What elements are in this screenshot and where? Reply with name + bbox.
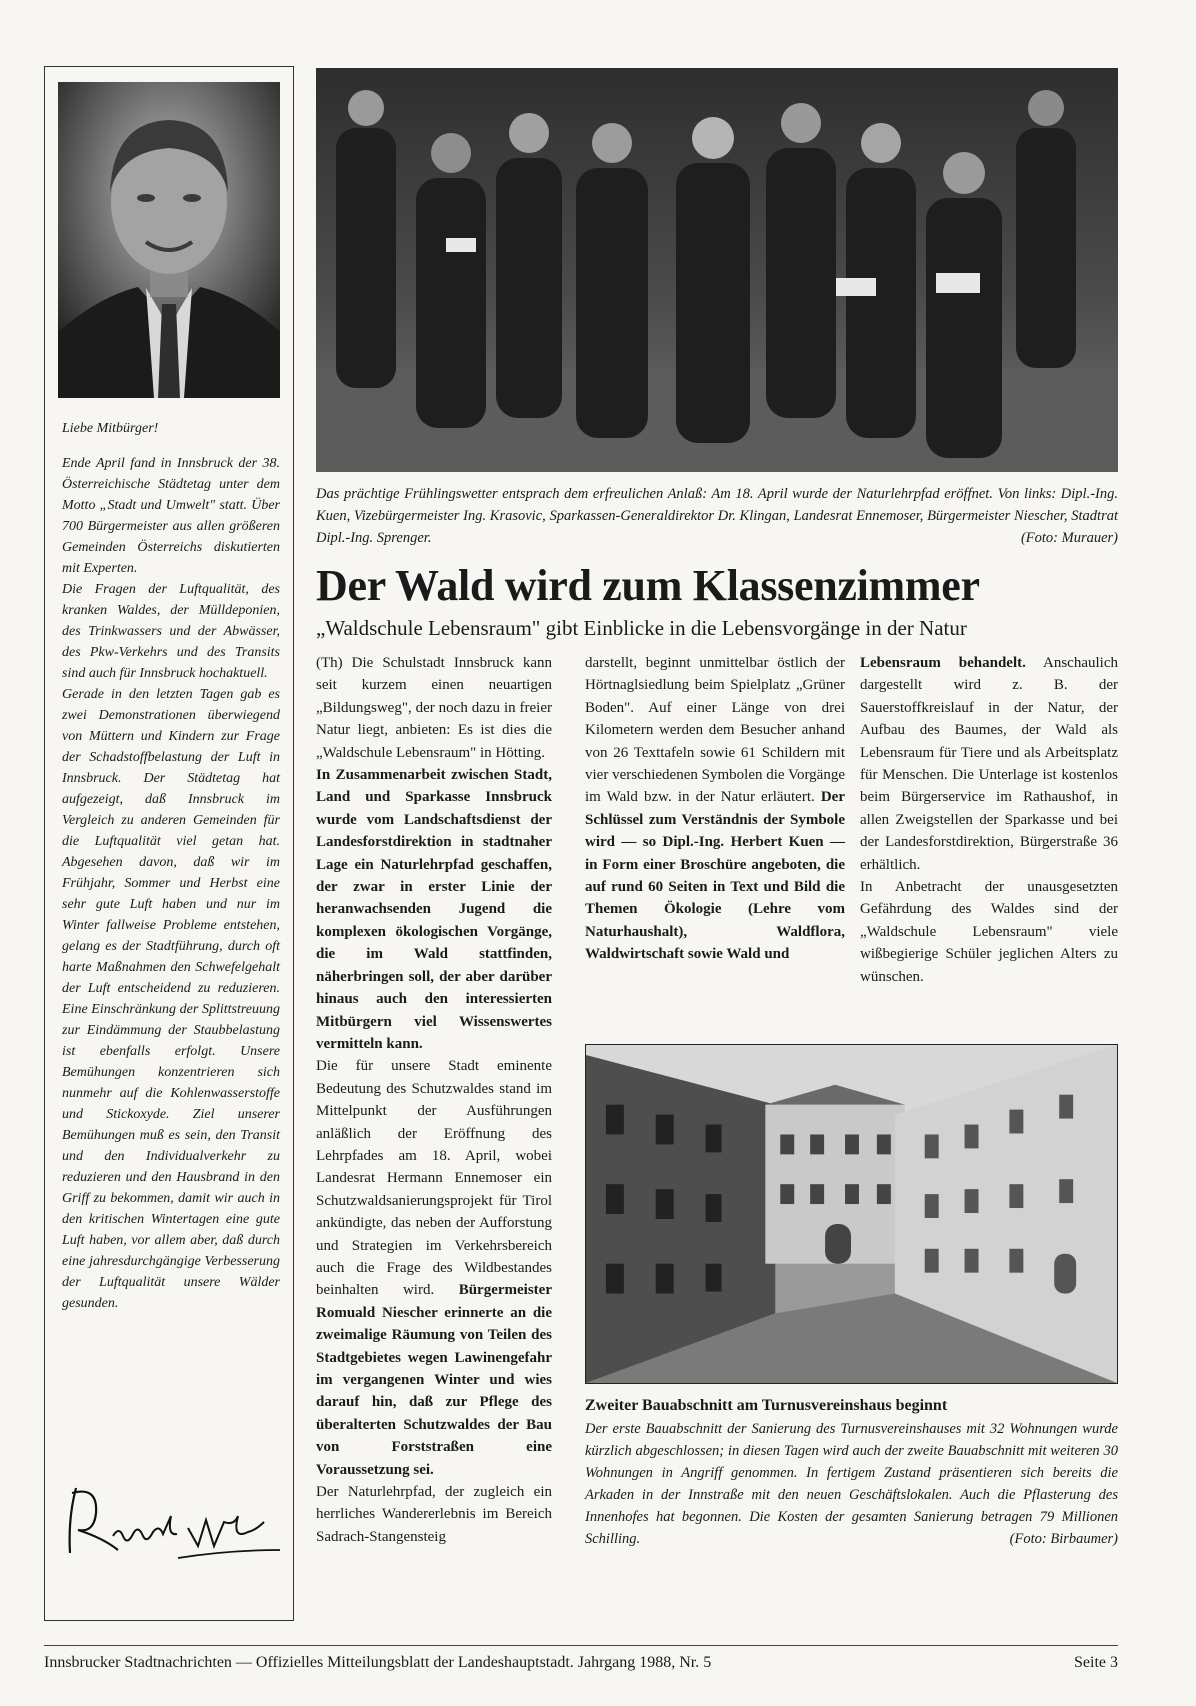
letter-paragraph: Ende April fand in Innsbruck der 38. Österreichische Städtetag unter dem Motto „Stadt und Umwelt" statt. Über 700 Bürgermeister aus allen größeren Gemeinden Österreichs diskutierten mit Experten. <box>62 456 280 576</box>
top-photo-caption <box>316 483 1118 549</box>
page-number: Seite 3 <box>1074 1654 1118 1671</box>
signature <box>58 1458 288 1568</box>
article-paragraph: In Anbetracht der unausgesetzten Gefährdung des Waldes sind der „Waldschule Lebensraum" viele wißbegierige Schüler jeglichen Alters zu wünschen. <box>860 879 1118 985</box>
bottom-photo-credit: (Foto: Birbaumer) <box>1009 1531 1118 1547</box>
courtyard-illustration <box>586 1045 1117 1383</box>
crowd-illustration <box>316 68 1118 472</box>
portrait-illustration <box>58 82 280 398</box>
bottom-photo-caption-text: Der erste Bauabschnitt der Sanierung des Turnusvereinshauses mit 32 Wohnungen wurde kürzlich abgeschlossen; in diesen Tagen wird auch der zweite Bauabschnitt mit weiteren 30 Wohnungen in Angriff genommen. In fertigem Zustand präsentieren sich bereits die Arkaden in der Innstraße mit den neuen Geschäftslokalen. Auch die Pflasterung des Innenhofes hat begonnen. Die Kosten der gesamten Sanierung betragen 79 Millionen Schilling. <box>585 1421 1118 1547</box>
article-headline: Der Wald wird zum Klassenzimmer <box>316 561 980 610</box>
signature-drawing <box>58 1458 288 1568</box>
article-paragraph: Der Naturlehrpfad, der zugleich ein herrliches Wandererlebnis im Bereich Sadrach-Stangensteig <box>316 1484 552 1545</box>
footer-divider <box>44 1645 1118 1646</box>
article-column-2 <box>585 652 845 966</box>
article-paragraph: Die für unsere Stadt eminente Bedeutung des Schutzwaldes stand im Mittelpunkt der Ausführungen anläßlich der Eröffnung des Lehrpfades am 18. April, wobei Landesrat Hermann Ennemoser ein Schutzwaldsanierungsprojekt für Tirol ankündigte, das neben der Aufforstung und Strategien im Verkehrsbereich auch die Frage des Wildbestandes beinhalten wird. <box>316 1058 552 1299</box>
article-paragraph: (Th) Die Schulstadt Innsbruck kann seit kurzem einen neuartigen „Bildungsweg", der noch dazu in freier Natur liegt, anbieten: Es ist dies die „Waldschule Lebensraum" in Hötting. <box>316 655 552 761</box>
article-subheadline: „Waldschule Lebensraum" gibt Einblicke in die Lebensvorgänge in der Natur <box>316 616 967 640</box>
mayor-portrait <box>58 82 280 398</box>
top-photo-credit: (Foto: Murauer) <box>1020 530 1118 546</box>
article-paragraph-bold: In Zusammenarbeit zwischen Stadt, Land und Sparkasse Innsbruck wurde vom Landschaftsdienst der Landesforstdirektion in stadtnaher Lage ein Naturlehrpfad geschaffen, der zwar in erster Linie der heranwachsenden Jugend die komplexen ökologischen Vorgänge, die im Wald stattfinden, näherbringen soll, der aber darüber hinaus auch den interessierten Mitbürgern viel Wissenswertes vermitteln kann. <box>316 767 552 1052</box>
article-column-1 <box>316 652 552 1548</box>
letter-greeting: Liebe Mitbürger! <box>62 421 159 436</box>
article-paragraph-bold: Der Schlüssel zum Verständnis der Symbole wird — so Dipl.-Ing. Herbert Kuen — in Form einer Broschüre angeboten, die auf rund 60 Seiten in Text und Bild die Themen Ökologie (Lehre vom Naturhaushalt), Waldflora, Waldwirtschaft sowie Wald und <box>585 789 845 963</box>
letter-paragraph: Die Fragen der Luftqualität, des kranken Waldes, der Mülldeponien, des Trinkwassers und der Abwässer, des Pkw-Verkehrs und des Transits sind auch für Innsbruck hochaktuell. <box>62 582 280 681</box>
article-paragraph-bold: Lebensraum behandelt. <box>860 655 1026 671</box>
mayor-letter <box>62 418 280 1314</box>
article-paragraph: Anschaulich dargestellt wird z. B. der Sauerstoffkreislauf in der Natur, der Aufbau des Baumes, der Wald als Lebensraum für Tiere und als Arbeitsplatz für Menschen. Die Unterlage ist kostenlos beim Bürgerservice im Rathaushof, in allen Zweigstellen der Sparkasse und bei der Landesforstdirektion, Bürgerstraße 36 erhältlich. <box>860 655 1118 873</box>
courtyard-photo <box>585 1044 1118 1384</box>
footer-publication: Innsbrucker Stadtnachrichten — Offizielles Mitteilungsblatt der Landeshauptstadt. Jahrgang 1988, Nr. 5 <box>44 1654 712 1671</box>
article-paragraph: darstellt, beginnt unmittelbar östlich der Hörtnaglsiedlung beim Spielplatz „Grüner Boden". Auf einer Länge von drei Kilometern werden dem Besucher anhand von 26 Texttafeln sowie 61 Schildern mit vier verschiedenen Symbolen die Vorgänge im Wald bzw. in der Natur erläutert. <box>585 655 845 806</box>
bottom-photo-title: Zweiter Bauabschnitt am Turnusvereinshaus beginnt <box>585 1397 948 1414</box>
bottom-photo-caption <box>585 1418 1118 1550</box>
letter-paragraph: Gerade in den letzten Tagen gab es zwei Demonstrationen überwiegend von Müttern und Kindern zur Frage der Schadstoffbelastung der Luft in Innsbruck. Der Städtetag hat aufgezeigt, daß Innsbruck im Vergleich zu anderen Gemeinden für die Luftqualität viel getan hat. Abgesehen davon, daß wir im Frühjahr, Sommer und Herbst eine sehr gute Luft haben und nur im Winter fallweise Probleme entstehen, gelang es der Stadtführung, durch oft harte Maßnahmen den Schwefelgehalt der Luft entscheidend zu reduzieren. Eine Einschränkung der Splittstreuung zur Eindämmung der Staubbelastung ist ebenfalls erfolgt. Unsere Bemühungen konzentrieren sich nunmehr auf die Kohlenwasserstoffe und Stickoxyde. Ziel unserer Bemühungen muß es sein, den Transit und den Individualverkehr zu reduzieren und den Hausbrand in den Griff zu bekommen, damit wir auch in den kritischen Wintertagen eine gute Luft haben, vor allem aber, daß durch eine jahresdurchgängige Verbesserung der Luftqualität unsere Wälder gesunden. <box>62 687 280 1311</box>
article-column-3 <box>860 652 1118 988</box>
opening-ceremony-photo <box>316 68 1118 472</box>
article-paragraph-bold: Bürgermeister Romuald Niescher erinnerte an die zweimalige Räumung von Teilen des Stadtgebietes wegen Lawinengefahr im vergangenen Winter und wies darauf hin, daß zur Pflege des überalterten Schutzwaldes der Bau von Forststraßen eine Voraussetzung sei. <box>316 1282 552 1478</box>
top-photo-caption-text: Das prächtige Frühlingswetter entsprach dem erfreulichen Anlaß: Am 18. April wurde der Naturlehrpfad eröffnet. Von links: Dipl.-Ing. Kuen, Vizebürgermeister Ing. Krasovic, Sparkassen-Generaldirektor Dr. Klingan, Landesrat Ennemoser, Bürgermeister Niescher, Stadtrat Dipl.-Ing. Sprenger. <box>316 486 1118 546</box>
